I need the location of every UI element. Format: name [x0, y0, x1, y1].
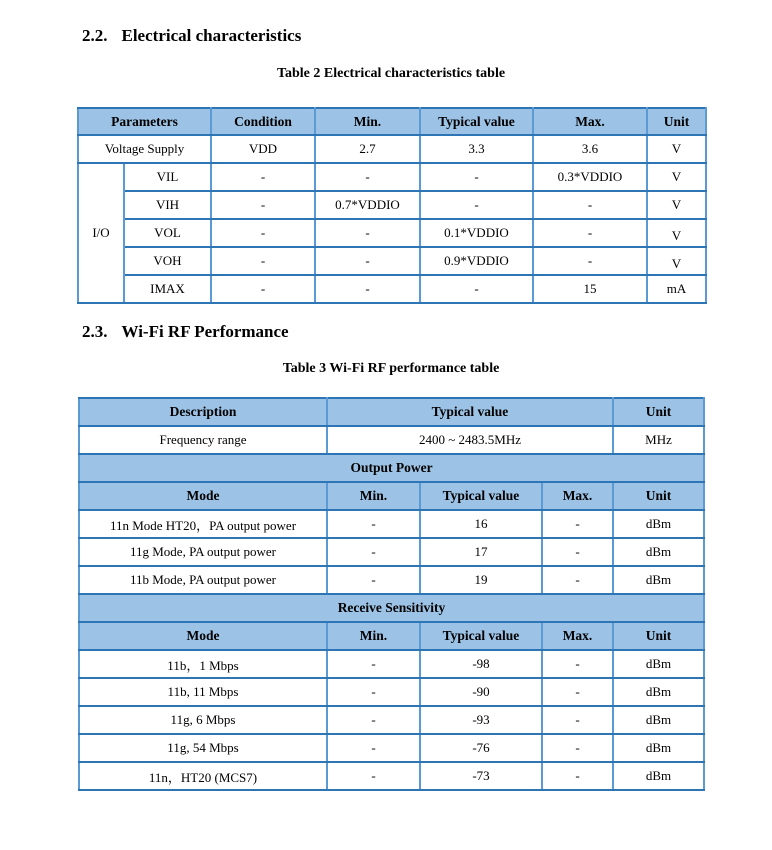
cell-min: -: [315, 219, 420, 247]
cell-condition: -: [211, 191, 315, 219]
cell-condition: -: [211, 163, 315, 191]
table-row: [78, 191, 706, 219]
cell-unit: V: [647, 247, 706, 275]
cell-unit: dBm: [613, 538, 704, 566]
cell-mode: 11g Mode, PA output power: [79, 538, 327, 566]
cell-unit: dBm: [613, 734, 704, 762]
cell-min: -: [327, 510, 420, 538]
cell-mode: 11b Mode, PA output power: [79, 566, 327, 594]
col-header-min: Min.: [327, 482, 420, 510]
table3-caption: Table 3 Wi-Fi RF performance table: [282, 361, 500, 376]
cell-mode: 11b, 11 Mbps: [79, 678, 327, 706]
cell-parameter: Voltage Supply: [78, 135, 211, 163]
table-row: [79, 566, 704, 594]
col-header-typical: Typical value: [420, 622, 542, 650]
cell-typical: 2400 ~ 2483.5MHz: [327, 426, 613, 454]
cell-max: -: [542, 762, 613, 790]
cell-max: 0.3*VDDIO: [533, 163, 647, 191]
table-row: [79, 426, 704, 454]
table-row: [79, 762, 704, 790]
table-row: [78, 275, 706, 303]
col-header-min: Min.: [327, 622, 420, 650]
table-row: [78, 219, 706, 247]
cell-max: -: [542, 706, 613, 734]
col-header-max: Max.: [542, 622, 613, 650]
table2-caption: Table 2 Electrical characteristics table: [276, 66, 506, 81]
col-header-max: Max.: [542, 482, 613, 510]
col-header-min: Min.: [315, 108, 420, 135]
table-row: [78, 163, 706, 191]
heading-number: 2.3.: [82, 322, 108, 341]
cell-max: -: [533, 219, 647, 247]
section-heading-electrical: [82, 25, 772, 47]
cell-mode: 11g, 6 Mbps: [79, 706, 327, 734]
cell-max: -: [542, 510, 613, 538]
section-row-receive-sensitivity: [79, 594, 704, 622]
col-header-unit: Unit: [647, 108, 706, 135]
cell-parameter: IMAX: [124, 275, 211, 303]
cell-unit: dBm: [613, 650, 704, 678]
cell-min: -: [327, 734, 420, 762]
cell-max: -: [542, 538, 613, 566]
cell-condition: -: [211, 247, 315, 275]
cell-io-group: I/O: [78, 163, 124, 303]
section-label: Output Power: [79, 454, 704, 482]
cell-typical: -: [420, 275, 533, 303]
section-label: Receive Sensitivity: [79, 594, 704, 622]
table-row: [79, 510, 704, 538]
cell-min: -: [327, 538, 420, 566]
table-row: [79, 538, 704, 566]
cell-typical: 19: [420, 566, 542, 594]
cell-unit: V: [647, 135, 706, 163]
electrical-characteristics-table: [77, 107, 707, 304]
heading-number: 2.2.: [82, 26, 108, 45]
col-header-typical: Typical value: [327, 398, 613, 426]
table-row: [79, 650, 704, 678]
table-row: [78, 135, 706, 163]
cell-unit: dBm: [613, 510, 704, 538]
cell-condition: VDD: [211, 135, 315, 163]
col-header-condition: Condition: [211, 108, 315, 135]
cell-parameter: VOH: [124, 247, 211, 275]
table-row: [79, 706, 704, 734]
heading-title: Electrical characteristics: [121, 26, 302, 45]
cell-typical: -93: [420, 706, 542, 734]
section-heading-wifi-rf: [82, 321, 772, 343]
cell-min: -: [315, 163, 420, 191]
cell-condition: -: [211, 219, 315, 247]
table-row: [78, 247, 706, 275]
col-header-mode: Mode: [79, 622, 327, 650]
document-page: [0, 25, 772, 791]
col-header-unit: Unit: [613, 398, 704, 426]
cell-max: 15: [533, 275, 647, 303]
table-header-row: [79, 398, 704, 426]
cell-min: -: [327, 762, 420, 790]
table-row: [79, 678, 704, 706]
cell-max: -: [542, 734, 613, 762]
cell-parameter: VOL: [124, 219, 211, 247]
cell-typical: -76: [420, 734, 542, 762]
cell-min: 2.7: [315, 135, 420, 163]
cell-unit: dBm: [613, 678, 704, 706]
cell-min: 0.7*VDDIO: [315, 191, 420, 219]
col-header-mode: Mode: [79, 482, 327, 510]
cell-typical: -90: [420, 678, 542, 706]
col-header-typical: Typical value: [420, 108, 533, 135]
cell-min: -: [327, 706, 420, 734]
cell-unit: V: [647, 219, 706, 247]
table-row: [79, 734, 704, 762]
table-header-row: [79, 482, 704, 510]
cell-condition: -: [211, 275, 315, 303]
cell-typical: 0.1*VDDIO: [420, 219, 533, 247]
cell-unit: MHz: [613, 426, 704, 454]
cell-typical: -: [420, 163, 533, 191]
cell-min: -: [315, 247, 420, 275]
table-header-row: [78, 108, 706, 135]
cell-typical: 0.9*VDDIO: [420, 247, 533, 275]
cell-typical: 17: [420, 538, 542, 566]
cell-max: -: [533, 247, 647, 275]
cell-typical: 16: [420, 510, 542, 538]
cell-mode: 11b，1 Mbps: [79, 650, 327, 678]
cell-min: -: [327, 678, 420, 706]
col-header-description: Description: [79, 398, 327, 426]
cell-parameter: VIL: [124, 163, 211, 191]
cell-mode: 11n，HT20 (MCS7): [79, 762, 327, 790]
cell-mode: 11g, 54 Mbps: [79, 734, 327, 762]
cell-unit: mA: [647, 275, 706, 303]
heading-title: Wi-Fi RF Performance: [121, 322, 289, 341]
section-row-output-power: [79, 454, 704, 482]
cell-max: -: [542, 650, 613, 678]
cell-max: -: [542, 566, 613, 594]
cell-typical: -98: [420, 650, 542, 678]
cell-min: -: [327, 566, 420, 594]
cell-min: -: [327, 650, 420, 678]
wifi-rf-performance-table: [78, 397, 705, 791]
cell-unit: V: [647, 191, 706, 219]
cell-max: -: [542, 678, 613, 706]
cell-min: -: [315, 275, 420, 303]
col-header-typical: Typical value: [420, 482, 542, 510]
cell-unit: V: [647, 163, 706, 191]
cell-typical: -73: [420, 762, 542, 790]
cell-max: 3.6: [533, 135, 647, 163]
cell-unit: dBm: [613, 762, 704, 790]
col-header-parameters: Parameters: [78, 108, 211, 135]
cell-max: -: [533, 191, 647, 219]
cell-mode: 11n Mode HT20，PA output power: [79, 510, 327, 538]
cell-typical: -: [420, 191, 533, 219]
cell-description: Frequency range: [79, 426, 327, 454]
cell-unit: dBm: [613, 566, 704, 594]
col-header-unit: Unit: [613, 482, 704, 510]
cell-unit: dBm: [613, 706, 704, 734]
cell-typical: 3.3: [420, 135, 533, 163]
col-header-max: Max.: [533, 108, 647, 135]
cell-parameter: VIH: [124, 191, 211, 219]
col-header-unit: Unit: [613, 622, 704, 650]
table-header-row: [79, 622, 704, 650]
